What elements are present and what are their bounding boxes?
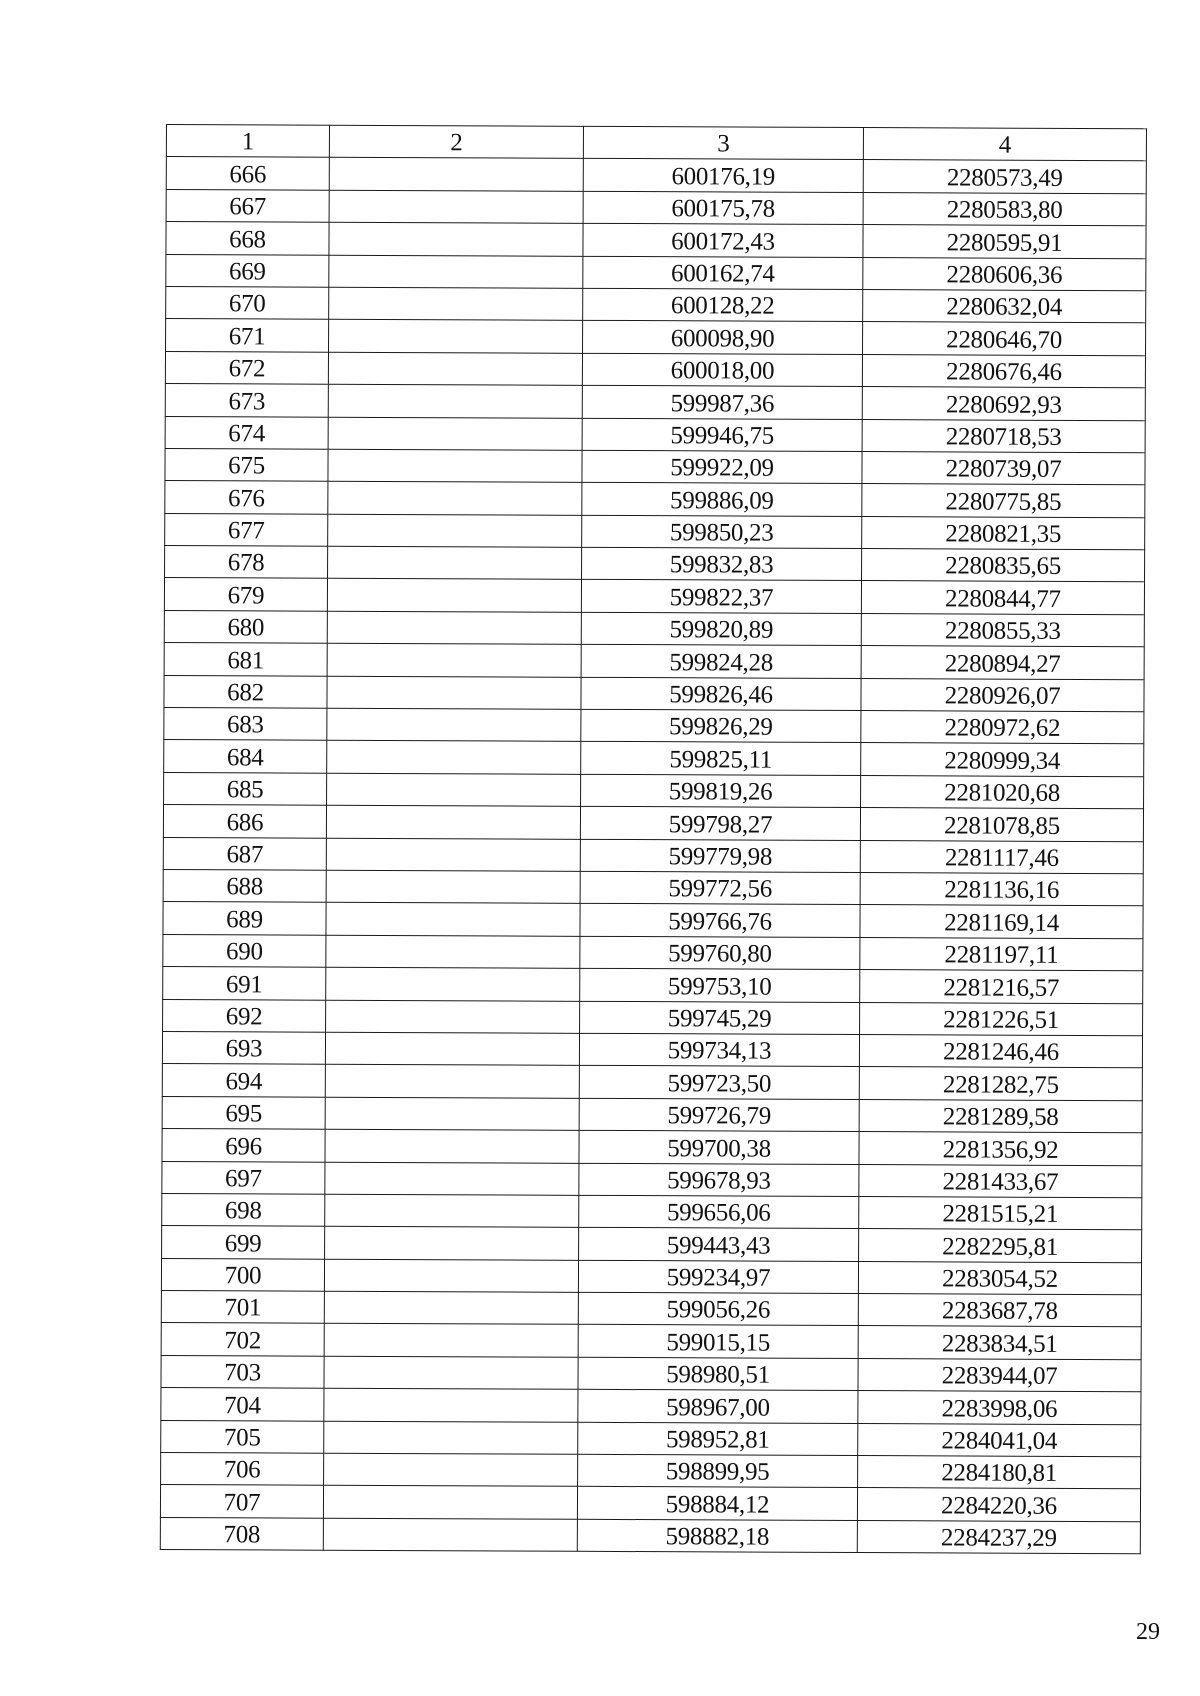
description-cell <box>324 1324 578 1357</box>
description-cell <box>325 1129 579 1162</box>
point-number-cell: 673 <box>165 384 328 417</box>
table-row <box>166 157 1146 194</box>
point-number-cell: 708 <box>160 1517 323 1550</box>
x-coordinate-cell: 599826,46 <box>581 677 861 711</box>
point-number-cell: 686 <box>163 805 326 838</box>
description-cell <box>327 676 581 709</box>
x-coordinate-cell: 599015,15 <box>578 1325 858 1359</box>
y-coordinate-cell: 2284237,29 <box>857 1520 1140 1554</box>
x-coordinate-cell: 600172,43 <box>583 223 863 257</box>
table-row <box>161 1258 1141 1295</box>
y-coordinate-cell: 2281117,46 <box>860 840 1143 874</box>
point-number-cell: 696 <box>162 1129 325 1162</box>
point-number-cell: 669 <box>166 254 329 287</box>
description-cell <box>327 741 581 774</box>
coordinates-table-container <box>166 124 1146 1553</box>
description-cell <box>328 449 582 482</box>
y-coordinate-cell: 2280894,27 <box>861 646 1144 680</box>
table-row <box>161 1420 1141 1457</box>
x-coordinate-cell: 600128,22 <box>583 288 863 322</box>
point-number-cell: 699 <box>162 1226 325 1259</box>
x-coordinate-cell: 600162,74 <box>583 256 863 290</box>
table-row <box>164 643 1144 680</box>
y-coordinate-cell: 2281020,68 <box>861 775 1144 809</box>
y-coordinate-cell: 2281169,14 <box>860 905 1143 939</box>
x-coordinate-cell: 599745,29 <box>580 1001 860 1035</box>
point-number-cell: 672 <box>165 351 328 384</box>
table-body <box>160 157 1146 1554</box>
point-number-cell: 666 <box>166 157 329 190</box>
table-row <box>162 1161 1142 1198</box>
description-cell <box>325 1194 579 1227</box>
table-row <box>164 708 1144 745</box>
y-coordinate-cell: 2280692,93 <box>862 387 1145 421</box>
point-number-cell: 697 <box>162 1161 325 1194</box>
description-cell <box>325 1162 579 1195</box>
point-number-cell: 689 <box>163 902 326 935</box>
x-coordinate-cell: 599700,38 <box>579 1130 859 1164</box>
description-cell <box>324 1356 578 1389</box>
y-coordinate-cell: 2280855,33 <box>861 613 1144 647</box>
table-row <box>163 869 1143 906</box>
column-header: 1 <box>166 125 329 158</box>
point-number-cell: 690 <box>163 934 326 967</box>
x-coordinate-cell: 599779,98 <box>580 839 860 873</box>
description-cell <box>328 417 582 450</box>
point-number-cell: 683 <box>164 708 327 741</box>
y-coordinate-cell: 2280606,36 <box>863 257 1146 291</box>
point-number-cell: 687 <box>163 837 326 870</box>
y-coordinate-cell: 2280926,07 <box>861 678 1144 712</box>
y-coordinate-cell: 2281226,51 <box>860 1002 1143 1036</box>
y-coordinate-cell: 2284180,81 <box>858 1456 1141 1490</box>
x-coordinate-cell: 600176,19 <box>583 159 863 193</box>
x-coordinate-cell: 599987,36 <box>582 385 862 419</box>
table-row <box>166 254 1146 291</box>
x-coordinate-cell: 600098,90 <box>583 321 863 355</box>
point-number-cell: 670 <box>166 286 329 319</box>
y-coordinate-cell: 2280646,70 <box>863 322 1146 356</box>
table-row <box>163 934 1143 971</box>
point-number-cell: 694 <box>162 1064 325 1097</box>
y-coordinate-cell: 2282295,81 <box>859 1229 1142 1263</box>
point-number-cell: 698 <box>162 1193 325 1226</box>
description-cell <box>326 1000 580 1033</box>
table-row <box>162 1064 1142 1101</box>
x-coordinate-cell: 600018,00 <box>582 353 862 387</box>
table-row <box>164 610 1144 647</box>
table-row <box>164 772 1144 809</box>
y-coordinate-cell: 2280739,07 <box>862 451 1145 485</box>
point-number-cell: 678 <box>165 546 328 579</box>
x-coordinate-cell: 599850,23 <box>582 515 862 549</box>
x-coordinate-cell: 599820,89 <box>581 612 861 646</box>
point-number-cell: 680 <box>164 610 327 643</box>
table-row <box>163 902 1143 939</box>
description-cell <box>324 1453 578 1486</box>
y-coordinate-cell: 2280999,34 <box>861 743 1144 777</box>
y-coordinate-cell: 2283687,78 <box>858 1294 1141 1328</box>
table-row <box>162 1031 1142 1068</box>
point-number-cell: 705 <box>161 1420 324 1453</box>
x-coordinate-cell: 598899,95 <box>578 1454 858 1488</box>
x-coordinate-cell: 599824,28 <box>581 645 861 679</box>
point-number-cell: 704 <box>161 1388 324 1421</box>
description-cell <box>327 611 581 644</box>
y-coordinate-cell: 2280835,65 <box>862 549 1145 583</box>
description-cell <box>325 1097 579 1130</box>
point-number-cell: 676 <box>165 481 328 514</box>
x-coordinate-cell: 600175,78 <box>583 191 863 225</box>
x-coordinate-cell: 599822,37 <box>581 580 861 614</box>
table-row <box>165 416 1145 453</box>
point-number-cell: 702 <box>161 1323 324 1356</box>
y-coordinate-cell: 2283998,06 <box>858 1391 1141 1425</box>
y-coordinate-cell: 2280972,62 <box>861 711 1144 745</box>
x-coordinate-cell: 598952,81 <box>578 1422 858 1456</box>
x-coordinate-cell: 599760,80 <box>580 936 860 970</box>
point-number-cell: 691 <box>163 967 326 1000</box>
description-cell <box>327 773 581 806</box>
description-cell <box>327 579 581 612</box>
table-row <box>161 1355 1141 1392</box>
table-row <box>162 1096 1142 1133</box>
column-header: 2 <box>329 125 583 158</box>
column-header: 3 <box>583 126 863 160</box>
table-row <box>166 222 1146 259</box>
table-row <box>165 351 1145 388</box>
table-row <box>166 319 1146 356</box>
x-coordinate-cell: 599766,76 <box>580 904 860 938</box>
table-row <box>163 999 1143 1036</box>
table-row <box>164 578 1144 615</box>
x-coordinate-cell: 599832,83 <box>582 547 862 581</box>
table-row <box>163 967 1143 1004</box>
y-coordinate-cell: 2283834,51 <box>858 1326 1141 1360</box>
description-cell <box>329 255 583 288</box>
y-coordinate-cell: 2281356,92 <box>859 1132 1142 1166</box>
y-coordinate-cell: 2280595,91 <box>863 225 1146 259</box>
point-number-cell: 679 <box>164 578 327 611</box>
description-cell <box>328 384 582 417</box>
description-cell <box>328 482 582 515</box>
point-number-cell: 668 <box>166 222 329 255</box>
y-coordinate-cell: 2281289,58 <box>859 1099 1142 1133</box>
x-coordinate-cell: 598980,51 <box>578 1357 858 1391</box>
table-row <box>165 448 1145 485</box>
table-row <box>161 1453 1141 1490</box>
y-coordinate-cell: 2281216,57 <box>860 970 1143 1004</box>
description-cell <box>326 935 580 968</box>
table-row <box>163 837 1143 874</box>
column-header: 4 <box>863 128 1146 162</box>
point-number-cell: 677 <box>165 513 328 546</box>
point-number-cell: 682 <box>164 675 327 708</box>
y-coordinate-cell: 2280676,46 <box>862 354 1145 388</box>
x-coordinate-cell: 599798,27 <box>580 807 860 841</box>
x-coordinate-cell: 599656,06 <box>579 1195 859 1229</box>
table-row <box>162 1193 1142 1230</box>
table-row <box>160 1485 1140 1522</box>
y-coordinate-cell: 2281136,16 <box>860 873 1143 907</box>
description-cell <box>324 1259 578 1292</box>
table-row <box>161 1323 1141 1360</box>
y-coordinate-cell: 2284220,36 <box>857 1488 1140 1522</box>
description-cell <box>325 1032 579 1065</box>
x-coordinate-cell: 599772,56 <box>580 871 860 905</box>
table-row <box>162 1129 1142 1166</box>
description-cell <box>327 643 581 676</box>
y-coordinate-cell: 2280821,35 <box>862 516 1145 550</box>
description-cell <box>325 1065 579 1098</box>
description-cell <box>323 1518 577 1551</box>
x-coordinate-cell: 599753,10 <box>580 968 860 1002</box>
table-row <box>164 675 1144 712</box>
point-number-cell: 675 <box>165 448 328 481</box>
description-cell <box>324 1291 578 1324</box>
table-row <box>161 1388 1141 1425</box>
point-number-cell: 695 <box>162 1096 325 1129</box>
point-number-cell: 703 <box>161 1355 324 1388</box>
point-number-cell: 700 <box>161 1258 324 1291</box>
point-number-cell: 692 <box>163 999 326 1032</box>
table-row <box>161 1291 1141 1328</box>
point-number-cell: 701 <box>161 1291 324 1324</box>
table-row <box>162 1226 1142 1263</box>
x-coordinate-cell: 599234,97 <box>578 1260 858 1294</box>
point-number-cell: 684 <box>164 740 327 773</box>
description-cell <box>323 1486 577 1519</box>
y-coordinate-cell: 2281282,75 <box>859 1067 1142 1101</box>
description-cell <box>326 838 580 871</box>
x-coordinate-cell: 599946,75 <box>582 418 862 452</box>
x-coordinate-cell: 599723,50 <box>579 1066 859 1100</box>
table-row <box>163 805 1143 842</box>
table-row <box>165 384 1145 421</box>
y-coordinate-cell: 2281078,85 <box>860 808 1143 842</box>
point-number-cell: 688 <box>163 869 326 902</box>
x-coordinate-cell: 599826,29 <box>581 709 861 743</box>
point-number-cell: 707 <box>160 1485 323 1518</box>
description-cell <box>329 287 583 320</box>
description-cell <box>329 320 583 353</box>
y-coordinate-cell: 2280844,77 <box>861 581 1144 615</box>
y-coordinate-cell: 2284041,04 <box>858 1423 1141 1457</box>
description-cell <box>326 967 580 1000</box>
table-row <box>165 513 1145 550</box>
description-cell <box>328 514 582 547</box>
table-row <box>160 1517 1140 1554</box>
point-number-cell: 685 <box>164 772 327 805</box>
point-number-cell: 671 <box>166 319 329 352</box>
x-coordinate-cell: 599886,09 <box>582 483 862 517</box>
description-cell <box>324 1421 578 1454</box>
y-coordinate-cell: 2280632,04 <box>863 289 1146 323</box>
point-number-cell: 667 <box>166 189 329 222</box>
y-coordinate-cell: 2280718,53 <box>862 419 1145 453</box>
table-row <box>166 286 1146 323</box>
y-coordinate-cell: 2281197,11 <box>860 937 1143 971</box>
description-cell <box>329 190 583 223</box>
description-cell <box>325 1226 579 1259</box>
x-coordinate-cell: 599726,79 <box>579 1098 859 1132</box>
x-coordinate-cell: 599443,43 <box>579 1228 859 1262</box>
table-row <box>165 546 1145 583</box>
x-coordinate-cell: 598882,18 <box>577 1519 857 1553</box>
point-number-cell: 681 <box>164 643 327 676</box>
x-coordinate-cell: 599678,93 <box>579 1163 859 1197</box>
description-cell <box>329 222 583 255</box>
description-cell <box>324 1388 578 1421</box>
description-cell <box>326 903 580 936</box>
y-coordinate-cell: 2280583,80 <box>863 192 1146 226</box>
description-cell <box>326 870 580 903</box>
x-coordinate-cell: 598967,00 <box>578 1390 858 1424</box>
y-coordinate-cell: 2280775,85 <box>862 484 1145 518</box>
x-coordinate-cell: 599922,09 <box>582 450 862 484</box>
y-coordinate-cell: 2283054,52 <box>858 1261 1141 1295</box>
y-coordinate-cell: 2280573,49 <box>863 160 1146 194</box>
table-row <box>166 189 1146 226</box>
y-coordinate-cell: 2283944,07 <box>858 1358 1141 1392</box>
point-number-cell: 706 <box>161 1453 324 1486</box>
table-header-row <box>166 125 1146 162</box>
description-cell <box>328 546 582 579</box>
x-coordinate-cell: 599734,13 <box>579 1033 859 1067</box>
x-coordinate-cell: 599056,26 <box>578 1292 858 1326</box>
point-number-cell: 693 <box>162 1031 325 1064</box>
description-cell <box>329 158 583 191</box>
description-cell <box>328 352 582 385</box>
table-row <box>164 740 1144 777</box>
x-coordinate-cell: 599825,11 <box>581 742 861 776</box>
y-coordinate-cell: 2281433,67 <box>859 1164 1142 1198</box>
table-row <box>165 481 1145 518</box>
x-coordinate-cell: 598884,12 <box>577 1487 857 1521</box>
y-coordinate-cell: 2281246,46 <box>859 1034 1142 1068</box>
y-coordinate-cell: 2281515,21 <box>859 1196 1142 1230</box>
page-number: 29 <box>1136 1619 1160 1645</box>
description-cell <box>327 708 581 741</box>
point-number-cell: 674 <box>165 416 328 449</box>
description-cell <box>326 805 580 838</box>
x-coordinate-cell: 599819,26 <box>581 774 861 808</box>
coordinates-table <box>160 124 1147 1554</box>
